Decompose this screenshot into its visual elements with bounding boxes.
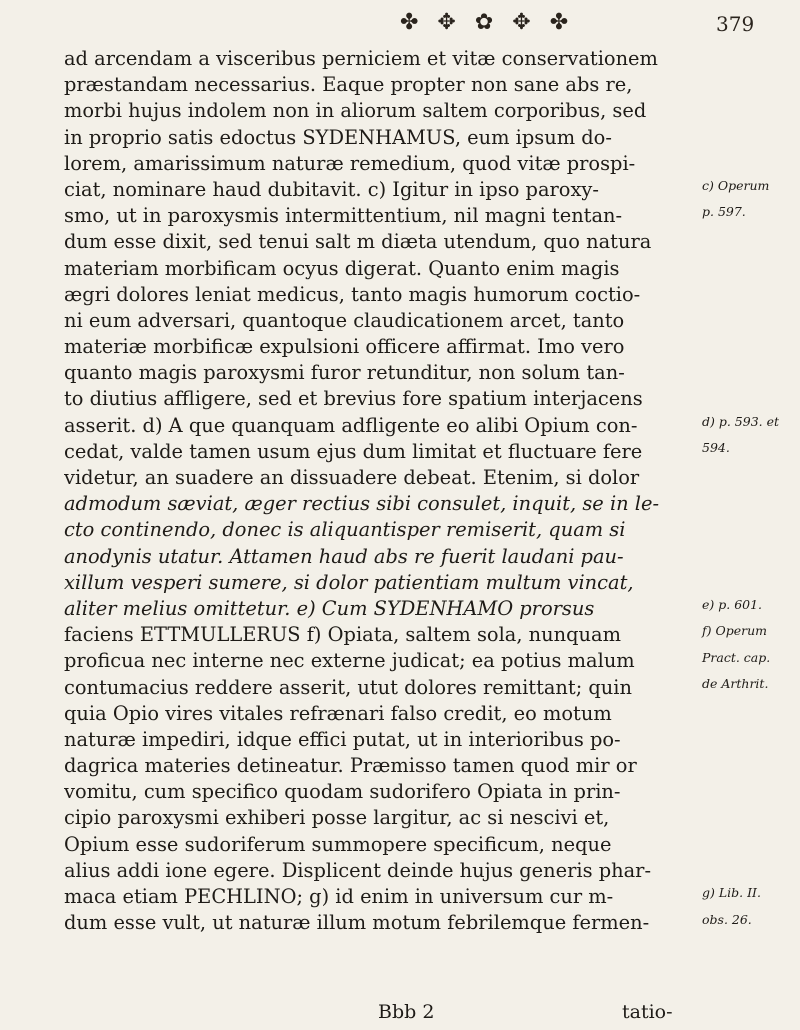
text-line: ægri dolores leniat medicus, tanto magis humorum coctio-	[64, 282, 641, 306]
text-line: naturæ impediri, idque effici putat, ut in interioribus po-	[64, 727, 621, 751]
text-line: faciens ETTMULLERUS f) Opiata, saltem sola, nunquam	[64, 623, 621, 647]
text-line: dum esse dixit, sed tenui salt m diæta utendum, quo natura	[64, 230, 652, 254]
text-line: ni eum adversari, quantoque claudicationem arcet, tanto	[64, 308, 625, 332]
catchword: tatio-	[622, 1001, 673, 1023]
header-ornament: ✤ ✥ ✿ ✥ ✤	[400, 10, 575, 35]
text-line: maca etiam PECHLINO; g) id enim in universum cur m-	[64, 885, 614, 908]
text-line: dagrica materies detineatur. Præmisso tamen quod mir or	[64, 754, 637, 778]
text-line: smo, ut in paroxysmis intermittentium, nil magni tentan-	[64, 204, 623, 228]
text-line: materiam morbificam ocyus digerat. Quanto enim magis	[64, 256, 620, 280]
margin-note: g) Lib. II.	[702, 885, 761, 901]
text-line: præstandam necessarius. Eaque propter non sane abs re,	[64, 73, 633, 97]
text-line: admodum sæviat, æger rectius sibi consulet, inquit, se in le-	[64, 492, 660, 516]
margin-note: d) p. 593. et	[702, 413, 780, 429]
text-line: materiæ morbificæ expulsioni officere affirmat. Imo vero	[64, 335, 625, 359]
text-line: in proprio satis edoctus SYDENHAMUS, eum ipsum do-	[64, 125, 612, 149]
text-line: ad arcendam a visceribus perniciem et vitæ conservationem	[64, 47, 658, 70]
text-line: quia Opio vires vitales refrænari falso credit, eo motum	[64, 701, 612, 725]
text-line: lorem, amarissimum naturæ remedium, quod vitæ prospi-	[64, 151, 636, 175]
text-line: alius addi ione egere. Displicent deinde hujus generis phar-	[64, 858, 651, 882]
text-line: asserit. d) A que quanquam adfligente eo alibi Opium con-	[64, 413, 638, 437]
text-line: ciat, nominare haud dubitavit. c) Igitur in ipso paroxy-	[64, 177, 599, 201]
text-line: anodynis utatur. Attamen haud abs re fuerit laudani pau-	[64, 544, 624, 568]
text-line: to diutius affligere, sed et brevius fore spatium interjacens	[64, 387, 643, 411]
text-line: Opium esse sudoriferum summopere specificum, neque	[64, 832, 612, 856]
text-line: aliter melius omittetur. e) Cum SYDENHAMO prorsus	[64, 596, 595, 620]
text-line: quanto magis paroxysmi furor retunditur, non solum tan-	[64, 361, 625, 385]
margin-note: obs. 26.	[702, 911, 752, 927]
text-line: videtur, an suadere an dissuadere debeat. Etenim, si dolor	[64, 466, 640, 489]
main-text-block	[64, 46, 696, 936]
signature-mark: Bbb 2	[378, 1001, 435, 1023]
margin-note: Pract. cap.	[702, 649, 771, 665]
page-number: 379	[716, 12, 755, 36]
text-line: contumacius reddere asserit, utut dolores remittant; quin	[64, 675, 632, 699]
text-line: cipio paroxysmi exhiberi posse largitur, ac si nescivi et,	[64, 806, 610, 830]
margin-note: 594.	[702, 440, 730, 455]
text-line: xillum vesperi sumere, si dolor patientiam multum vincat,	[64, 570, 634, 594]
margin-note: e) p. 601.	[702, 597, 763, 613]
margin-note: de Arthrit.	[702, 675, 769, 691]
margin-note: c) Operum	[702, 178, 770, 193]
margin-note: f) Operum	[702, 623, 768, 639]
text-line: cto continendo, donec is aliquantisper remiserit, quam si	[64, 518, 626, 542]
text-line: vomitu, cum specifico quodam sudorifero Opiata in prin-	[64, 780, 621, 804]
margin-note: p. 597.	[702, 204, 746, 220]
text-line: dum esse vult, ut naturæ illum motum febrilemque fermen-	[64, 911, 650, 935]
text-line: proficua nec interne nec externe judicat; ea potius malum	[64, 649, 635, 673]
text-line: morbi hujus indolem non in aliorum saltem corporibus, sed	[64, 99, 647, 123]
text-line: cedat, valde tamen usum ejus dum limitat et fluctuare fere	[64, 439, 643, 463]
